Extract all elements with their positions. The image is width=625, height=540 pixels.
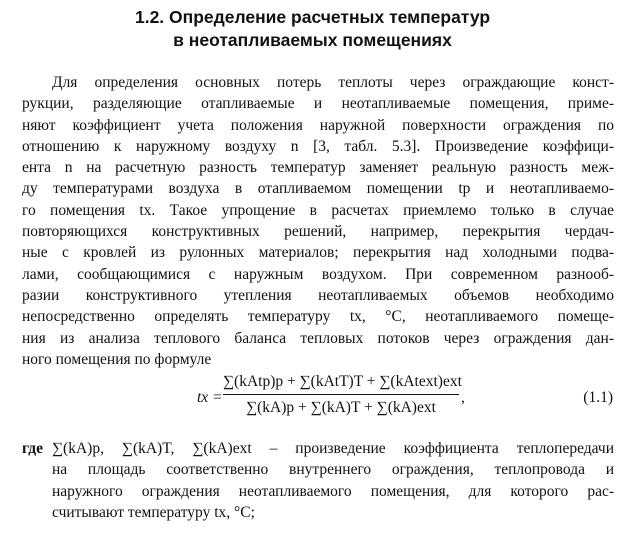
paragraph-line: отношению к наружному воздуху n [3, табл. 5.3]. Произведение коэффици-: [22, 137, 614, 155]
paragraph-line: лами, сообщающимися с наружным воздухом. При современном разнооб-: [22, 265, 614, 283]
where-line: ∑(kA)p, ∑(kA)T, ∑(kA)ext – произведение коэффициента теплопередачи: [52, 440, 614, 457]
where-body: [52, 438, 614, 523]
heading-line-1: 1.2. Определение расчетных температур: [134, 7, 491, 27]
where-line: на площадь соответственно внутреннего ограждения, теплопровода и: [52, 461, 614, 479]
formula-denominator: ∑(kA)p + ∑(kA)T + ∑(kA)ext: [246, 399, 436, 416]
paragraph-line: ные с кровлей из рулонных материалов; перекрытия над холодными подва-: [22, 244, 614, 262]
fraction-bar: [223, 394, 459, 395]
body-paragraph: [22, 72, 614, 370]
formula-1-1: [0, 371, 625, 429]
paragraph-line: ния из анализа теплового баланса тепловых потоков через ограждения дан-: [22, 329, 614, 347]
paragraph-line: Для определения основных потерь теплоты через ограждающие конст-: [52, 74, 614, 91]
paragraph-line: ента n на расчетную разность температур заменяет реальную разность меж-: [22, 159, 614, 177]
paragraph-line: ного помещения по формуле: [22, 350, 212, 368]
where-line: считывают температуру tx, °C;: [52, 503, 255, 521]
where-label: где: [22, 440, 43, 457]
formula-numerator: ∑(kAtp)p + ∑(kAtT)T + ∑(kAtext)ext: [223, 373, 462, 390]
paragraph-line: няют коэффициент учета положения наружной поверхности ограждения по: [22, 116, 614, 134]
formula-comma: ,: [461, 389, 465, 406]
paragraph-line: разии конструктивного утепления неотапливаемых объемов необходимо: [22, 286, 614, 304]
paragraph-line: го помещения tx. Такое упрощение в расчетах приемлемо только в случае: [22, 201, 614, 219]
paragraph-line: рукции, разделяющие отапливаемые и неотапливаемые помещения, приме-: [22, 95, 614, 113]
paragraph-line: непосредственно определять температуру tx, °C, неотапливаемого помеще-: [22, 308, 614, 326]
section-heading: [0, 6, 625, 52]
formula-fraction: [223, 371, 462, 419]
formula-lhs: tx =: [197, 389, 223, 406]
where-line: наружного ограждения неотапливаемого помещения, для которого рас-: [52, 482, 614, 500]
heading-line-2: в неотапливаемых помещениях: [173, 30, 452, 50]
paragraph-line: ду температурами воздуха в отапливаемом помещении tp и неотапливаемо-: [22, 180, 614, 198]
formula-number: (1.1): [583, 389, 613, 406]
paragraph-line: повторяющихся конструктивных решений, например, перекрытия чердач-: [22, 223, 614, 241]
